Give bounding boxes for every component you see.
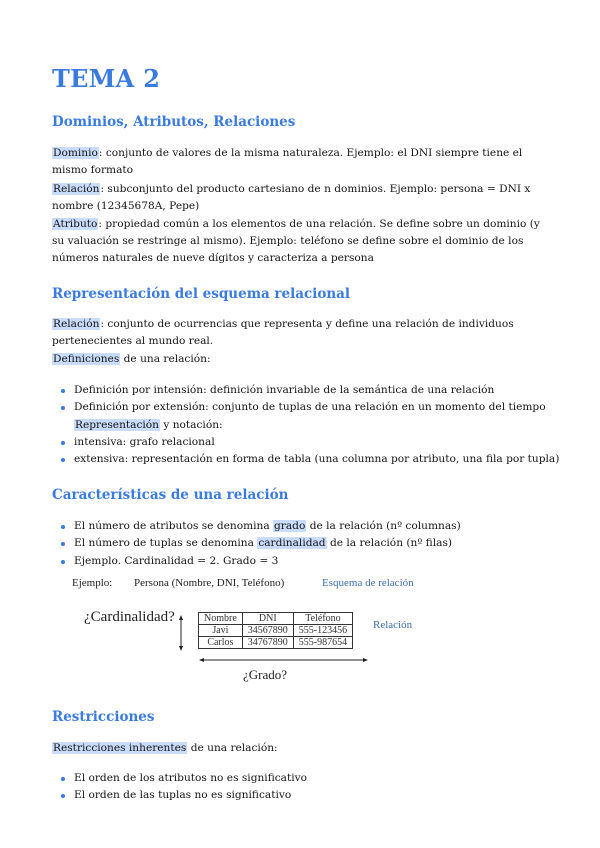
list-caracteristicas (52, 518, 572, 570)
term-grado: grado (274, 520, 306, 532)
paragraph-relacion (52, 181, 552, 215)
list-definiciones (52, 382, 572, 468)
text-fragment: El número de atributos se denomina (74, 520, 274, 532)
paragraph-inherentes (52, 740, 552, 757)
table-header-cell: Teléfono (293, 613, 352, 625)
list-item: El orden de los atributos no es significativo (52, 770, 572, 787)
table-cell: Javi (199, 625, 243, 637)
paragraph-dominio (52, 145, 552, 179)
table-cell: Carlos (199, 637, 243, 649)
list-item: Definición por extensión: conjunto de tuplas de una relación en un momento del tiempo (52, 399, 572, 416)
grado-arrow-left (199, 658, 204, 662)
text-relacion: : subconjunto del producto cartesiano de n dominios. Ejemplo: persona = DNI x nombre (12345678A, Pepe) (52, 183, 531, 212)
text-fragment: de la relación (nº filas) (326, 537, 453, 550)
text-fragment: de la relación (nº columnas) (306, 520, 461, 532)
paragraph-relacion-2 (52, 316, 552, 350)
term-dominio: Dominio (53, 147, 98, 159)
heading-caracteristicas: Características de una relación (52, 487, 289, 503)
figure-cardinalidad-question: ¿Cardinalidad? (84, 609, 175, 625)
text-representacion: y notación: (160, 418, 223, 431)
term-restricciones-inherentes: Restricciones inherentes (53, 742, 187, 754)
table-row (199, 625, 353, 637)
cardinalidad-arrow-down (179, 646, 183, 651)
list-restricciones (52, 770, 572, 805)
term-representacion: Representación (75, 418, 159, 431)
paragraph-atributo (52, 216, 552, 267)
grado-arrow-right (363, 658, 368, 662)
term-cardinalidad: cardinalidad (258, 537, 326, 550)
term-relacion: Relación (53, 183, 100, 195)
table-cell: 34767890 (242, 637, 293, 649)
paragraph-definiciones (52, 351, 552, 368)
list-item-continuation (52, 417, 572, 434)
figure-schema: Persona (Nombre, DNI, Teléfono) (134, 577, 285, 589)
figure-esquema-label: Esquema de relación (322, 577, 414, 589)
heading-restricciones: Restricciones (52, 709, 155, 725)
table-header-cell: Nombre (199, 613, 243, 625)
heading-representacion: Representación del esquema relacional (52, 286, 351, 302)
figure-relacion-label: Relación (373, 619, 413, 631)
term-relacion-2: Relación (53, 318, 100, 330)
text-relacion-2: : conjunto de ocurrencias que representa y define una relación de individuos pertenecientes al mundo real. (52, 318, 514, 347)
table-cell: 555-987654 (293, 637, 352, 649)
text-fragment: El número de tuplas se denomina (74, 537, 258, 550)
figure-grado-question: ¿Grado? (243, 667, 288, 682)
page-title: TEMA 2 (52, 64, 161, 93)
relation-table (198, 612, 353, 649)
table-cell: 34567890 (242, 625, 293, 637)
term-definiciones: Definiciones (53, 353, 120, 365)
list-item: extensiva: representación en forma de tabla (una columna por atributo, una fila por tupla) (52, 451, 572, 468)
list-item: Definición por intensión: definición invariable de la semántica de una relación (52, 382, 572, 399)
list-item: intensiva: grafo relacional (52, 434, 572, 451)
table-header-cell: DNI (242, 613, 293, 625)
table-header-row (199, 613, 353, 625)
text-definiciones: de una relación: (120, 353, 211, 365)
text-dominio: : conjunto de valores de la misma naturaleza. Ejemplo: el DNI siempre tiene el mismo formato (52, 147, 523, 176)
heading-dominios: Dominios, Atributos, Relaciones (52, 114, 296, 130)
list-item (52, 535, 572, 552)
list-item: Ejemplo. Cardinalidad = 2. Grado = 3 (52, 553, 572, 570)
term-atributo: Atributo (53, 218, 98, 230)
text-atributo: : propiedad común a los elementos de una relación. Se define sobre un dominio (y su valuación se restringe al mismo). Ejemplo: teléfono se define sobre el dominio de los números naturales de nueve dígitos y caracteriza a persona (52, 218, 540, 264)
list-item: El orden de las tuplas no es significativo (52, 787, 572, 804)
figure-ejemplo-label: Ejemplo: (72, 577, 113, 589)
text-inherentes: de una relación: (187, 742, 278, 754)
table-cell: 555-123456 (293, 625, 352, 637)
list-item (52, 518, 572, 535)
table-row (199, 637, 353, 649)
cardinalidad-arrow-up (179, 615, 183, 620)
